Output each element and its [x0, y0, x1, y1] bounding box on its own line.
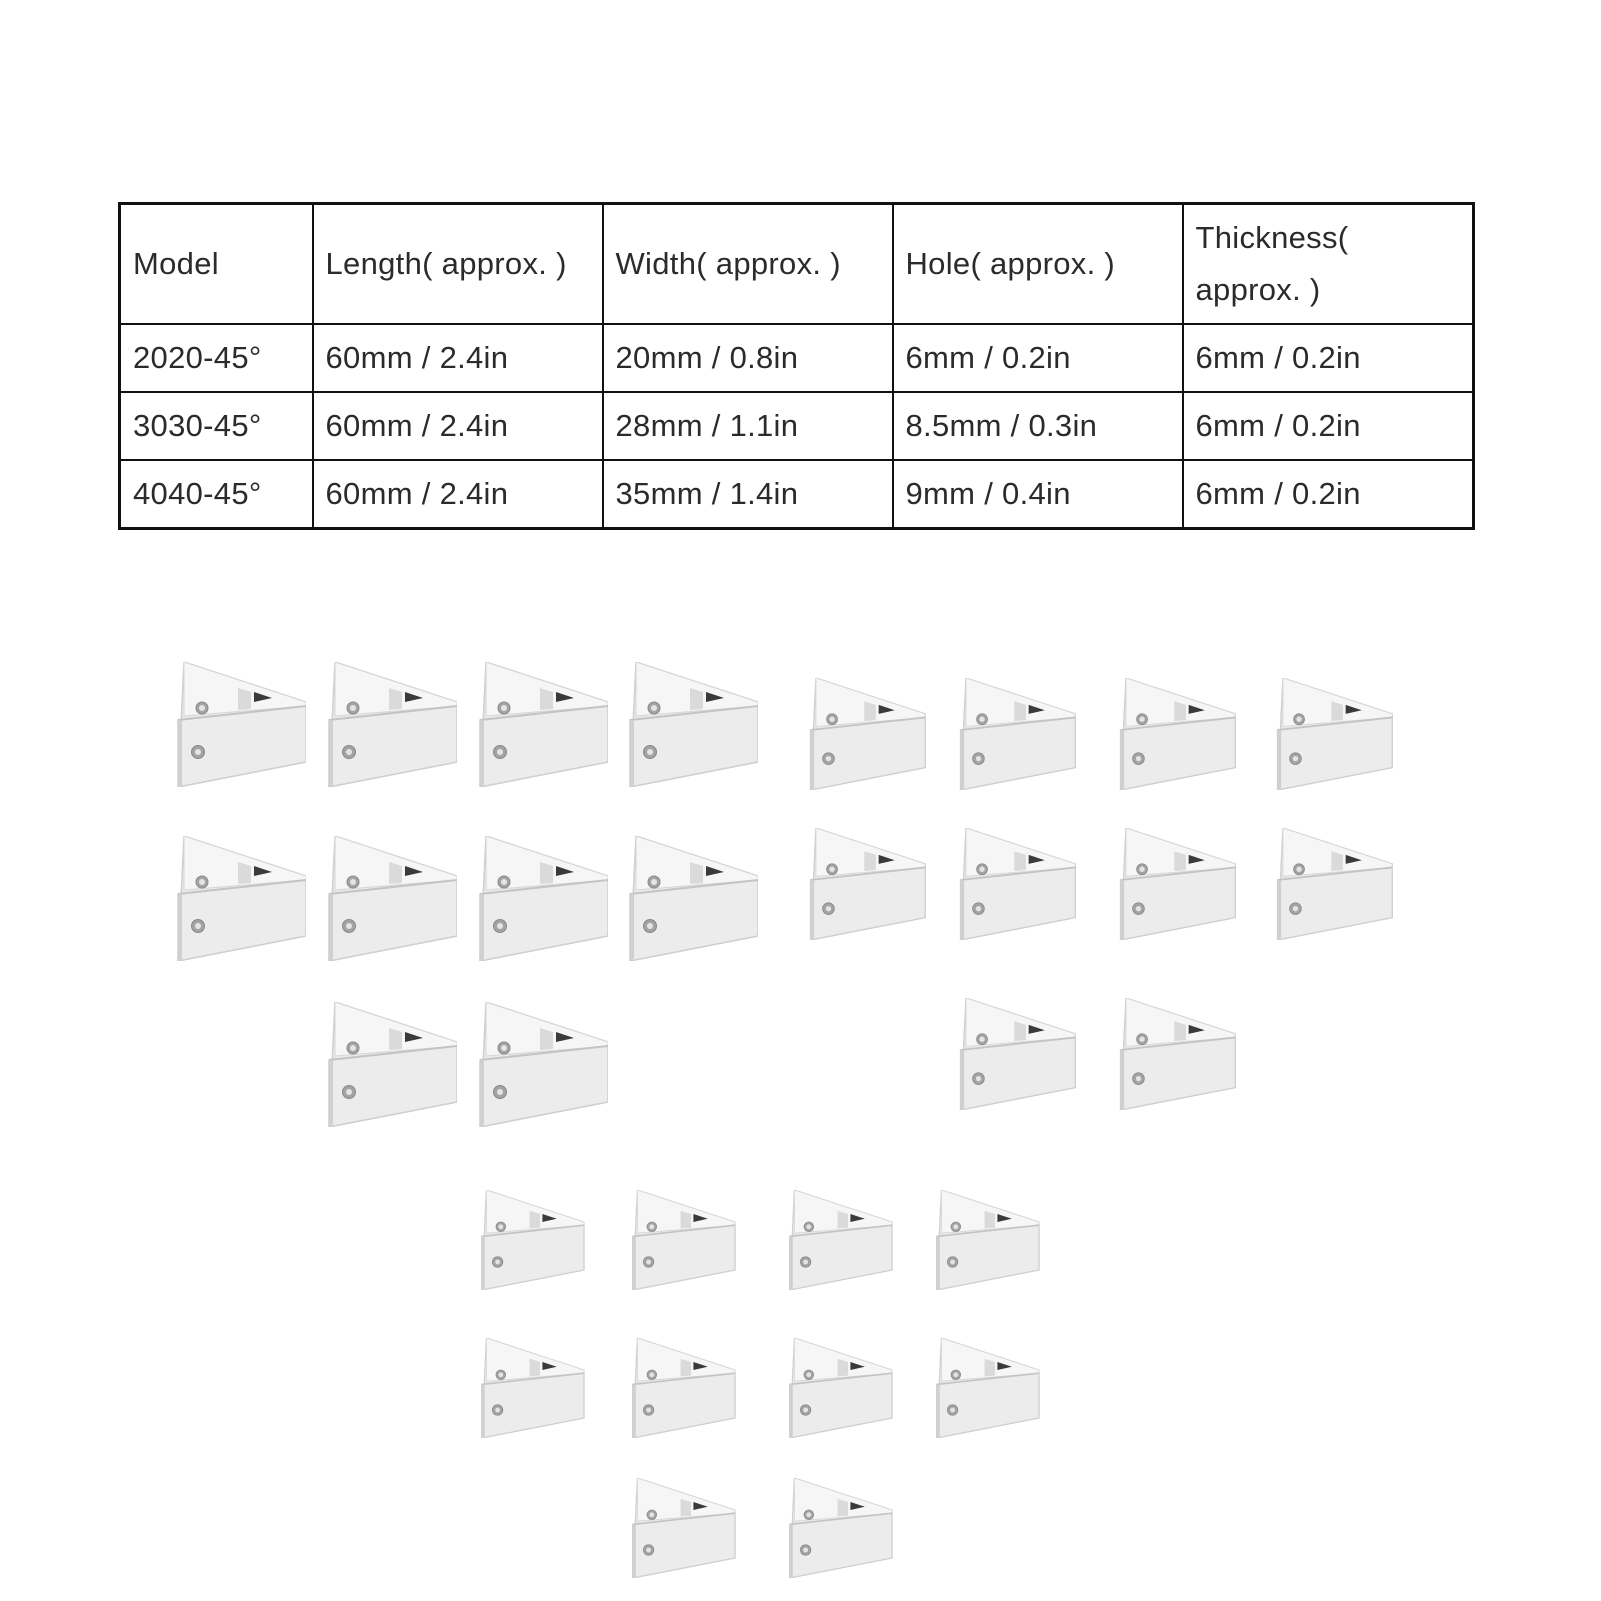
45-degree-corner-bracket-icon	[178, 662, 306, 787]
cell-thickness: 6mm / 0.2in	[1183, 324, 1474, 392]
45-degree-corner-bracket-icon	[811, 678, 926, 790]
table-row	[120, 392, 1474, 460]
header-length: Length( approx. )	[313, 204, 603, 325]
45-degree-corner-bracket-icon	[482, 1338, 584, 1438]
cell-length: 60mm / 2.4in	[313, 324, 603, 392]
cell-thickness: 6mm / 0.2in	[1183, 460, 1474, 529]
45-degree-corner-bracket-icon	[961, 678, 1076, 790]
45-degree-corner-bracket-icon	[480, 662, 608, 787]
table-header-row	[120, 204, 1474, 325]
table-row	[120, 460, 1474, 529]
45-degree-corner-bracket-icon	[482, 1190, 584, 1290]
45-degree-corner-bracket-icon	[480, 836, 608, 961]
45-degree-corner-bracket-icon	[633, 1478, 735, 1578]
header-width: Width( approx. )	[603, 204, 893, 325]
table-row	[120, 324, 1474, 392]
45-degree-corner-bracket-icon	[1278, 678, 1393, 790]
45-degree-corner-bracket-icon	[329, 662, 457, 787]
45-degree-corner-bracket-icon	[633, 1190, 735, 1290]
45-degree-corner-bracket-icon	[1121, 828, 1236, 940]
45-degree-corner-bracket-icon	[329, 836, 457, 961]
cell-width: 28mm / 1.1in	[603, 392, 893, 460]
cell-width: 35mm / 1.4in	[603, 460, 893, 529]
45-degree-corner-bracket-icon	[790, 1478, 892, 1578]
cell-model: 2020-45°	[120, 324, 313, 392]
header-hole: Hole( approx. )	[893, 204, 1183, 325]
45-degree-corner-bracket-icon	[937, 1338, 1039, 1438]
45-degree-corner-bracket-icon	[178, 836, 306, 961]
header-model: Model	[120, 204, 313, 325]
cell-hole: 9mm / 0.4in	[893, 460, 1183, 529]
45-degree-corner-bracket-icon	[1121, 998, 1236, 1110]
cell-hole: 8.5mm / 0.3in	[893, 392, 1183, 460]
45-degree-corner-bracket-icon	[790, 1190, 892, 1290]
header-thickness: Thickness( approx. )	[1183, 204, 1474, 325]
45-degree-corner-bracket-icon	[329, 1002, 457, 1127]
cell-thickness: 6mm / 0.2in	[1183, 392, 1474, 460]
45-degree-corner-bracket-icon	[811, 828, 926, 940]
45-degree-corner-bracket-icon	[937, 1190, 1039, 1290]
cell-width: 20mm / 0.8in	[603, 324, 893, 392]
45-degree-corner-bracket-icon	[1121, 678, 1236, 790]
cell-length: 60mm / 2.4in	[313, 392, 603, 460]
cell-model: 4040-45°	[120, 460, 313, 529]
45-degree-corner-bracket-icon	[790, 1338, 892, 1438]
cell-model: 3030-45°	[120, 392, 313, 460]
45-degree-corner-bracket-icon	[633, 1338, 735, 1438]
45-degree-corner-bracket-icon	[630, 662, 758, 787]
spec-table	[118, 202, 1475, 530]
cell-length: 60mm / 2.4in	[313, 460, 603, 529]
45-degree-corner-bracket-icon	[961, 998, 1076, 1110]
45-degree-corner-bracket-icon	[1278, 828, 1393, 940]
45-degree-corner-bracket-icon	[480, 1002, 608, 1127]
45-degree-corner-bracket-icon	[961, 828, 1076, 940]
45-degree-corner-bracket-icon	[630, 836, 758, 961]
cell-hole: 6mm / 0.2in	[893, 324, 1183, 392]
